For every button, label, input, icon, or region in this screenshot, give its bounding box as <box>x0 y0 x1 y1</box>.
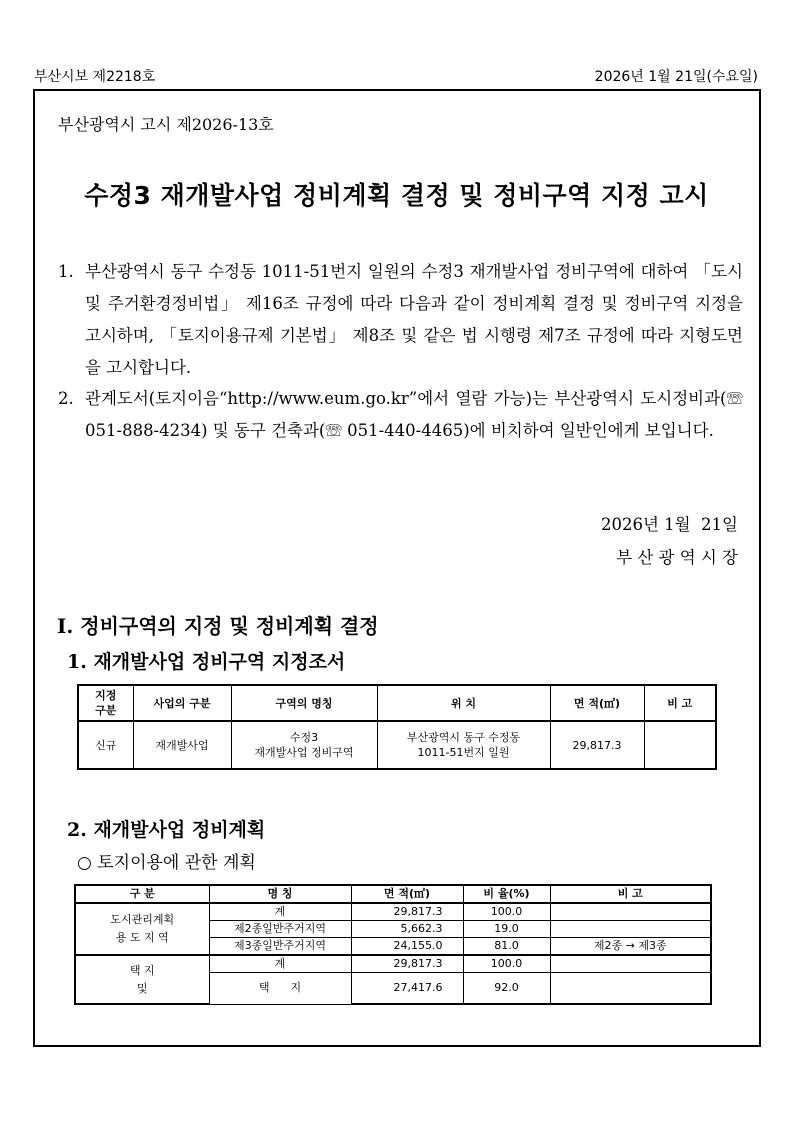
table-cell <box>644 721 716 769</box>
table-cell: 29,817.3 <box>351 903 463 921</box>
column-header: 비 고 <box>550 885 711 903</box>
paragraph-number: 1. <box>58 262 74 281</box>
signature-block <box>601 508 738 574</box>
table-cell: 제2종 → 제3종 <box>550 938 711 956</box>
notice-date: 2026년 1월 21일 <box>600 515 738 534</box>
section-1-1-heading: 1. 재개발사업 정비구역 지정조서 <box>67 651 346 673</box>
land-use-table <box>74 884 712 1005</box>
table-cell <box>550 973 711 1005</box>
table-row <box>75 955 711 973</box>
section-2-heading: 2. 재개발사업 정비계획 <box>67 819 266 841</box>
table-cell: 계 <box>209 955 351 973</box>
table-cell <box>550 903 711 921</box>
table-cell: 81.0 <box>463 938 550 956</box>
table-cell: 19.0 <box>463 921 550 938</box>
column-header: 명 칭 <box>209 885 351 903</box>
column-header: 지정 구분 <box>78 685 133 721</box>
page-title: 수정3 재개발사업 정비계획 결정 및 정비구역 지정 고시 <box>84 181 709 210</box>
category-cell: 택 지 및 <box>75 955 209 1004</box>
column-header: 면 적(㎡) <box>550 685 644 721</box>
table-cell: 100.0 <box>463 955 550 973</box>
table-cell: 신규 <box>78 721 133 769</box>
table-cell <box>550 955 711 973</box>
column-header: 위 치 <box>377 685 550 721</box>
paragraph-text: 관계도서(토지이음“http://www.eum.go.kr”에서 열람 가능)는 부산광역시 도시정비과(☏ 051-888-4234) 및 동구 건축과(☏ 051-440-4465)에 비치하여 일반인에게 보입니다. <box>85 389 743 440</box>
category-cell: 도시관리계획 용 도 지 역 <box>75 903 209 955</box>
column-header: 구 분 <box>75 885 209 903</box>
table-header-row <box>75 885 711 903</box>
notice-number: 부산광역시 고시 제2026-13호 <box>58 115 274 134</box>
column-header: 구역의 명칭 <box>231 685 377 721</box>
table-cell: 24,155.0 <box>351 938 463 956</box>
section-2-subheading: ○ 토지이용에 관한 계획 <box>77 853 256 873</box>
table-header-row <box>78 685 716 721</box>
table-cell: 29,817.3 <box>351 955 463 973</box>
table-cell: 제2종일반주거지역 <box>209 921 351 938</box>
column-header: 비 고 <box>644 685 716 721</box>
issuer: 부 산 광 역 시 장 <box>616 548 738 567</box>
column-header: 면 적(㎡) <box>351 885 463 903</box>
table-cell: 제3종일반주거지역 <box>209 938 351 956</box>
table-cell: 27,417.6 <box>351 973 463 1005</box>
table-cell: 92.0 <box>463 973 550 1005</box>
table-row <box>78 721 716 769</box>
table-cell: 재개발사업 <box>133 721 231 769</box>
table-cell: 수정3 재개발사업 정비구역 <box>231 721 377 769</box>
paragraph-text: 부산광역시 동구 수정동 1011-51번지 일원의 수정3 재개발사업 정비구역에 대하여 「도시 및 주거환경정비법」 제16조 규정에 따라 다음과 같이 정비계획 결정 및 정비구역 지정을 고시하며, 「토지이용규제 기본법」 제8조 및 같은 법 시행령 제7조 규정에 따라 지형도면을 고시합니다. <box>85 262 743 377</box>
table-cell <box>550 921 711 938</box>
designation-table <box>77 684 717 770</box>
table-cell: 29,817.3 <box>550 721 644 769</box>
column-header: 비 율(%) <box>463 885 550 903</box>
gazette-issue: 부산시보 제2218호 <box>34 69 156 85</box>
table-cell: 5,662.3 <box>351 921 463 938</box>
paragraph-2 <box>58 383 743 447</box>
section-1-heading: I. 정비구역의 지정 및 정비계획 결정 <box>57 614 379 638</box>
table-cell: 계 <box>209 903 351 921</box>
table-cell: 택 지 <box>209 973 351 1005</box>
column-header: 사업의 구분 <box>133 685 231 721</box>
gazette-date: 2026년 1월 21일(수요일) <box>594 69 758 85</box>
table-row <box>75 903 711 921</box>
table-cell: 100.0 <box>463 903 550 921</box>
paragraph-1 <box>58 256 743 384</box>
paragraph-number: 2. <box>58 389 74 408</box>
table-cell: 부산광역시 동구 수정동 1011-51번지 일원 <box>377 721 550 769</box>
